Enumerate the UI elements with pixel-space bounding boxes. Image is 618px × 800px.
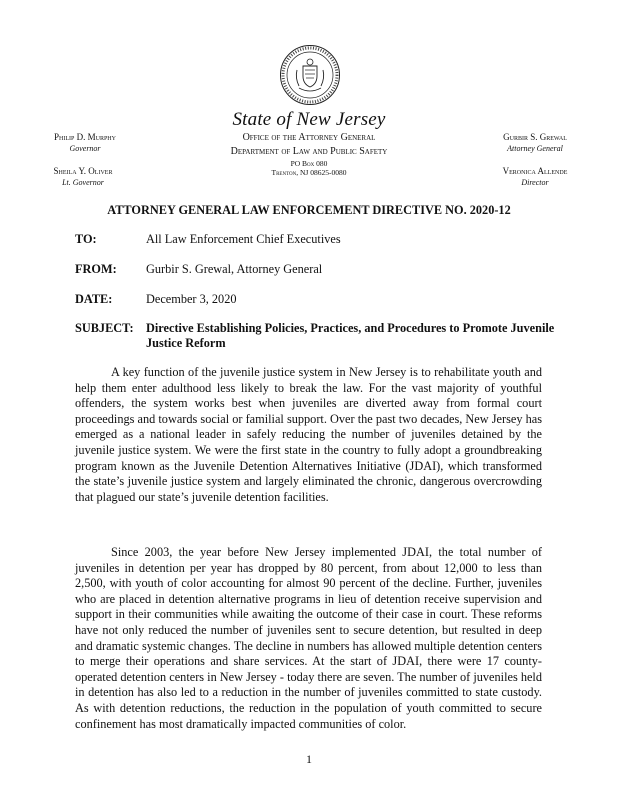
lt-governor-role: Lt. Governor: [62, 178, 104, 187]
date-value: December 3, 2020: [146, 292, 237, 306]
governor-role: Governor: [69, 144, 101, 153]
page-number: 1: [306, 752, 312, 766]
governor-block: [20, 132, 150, 154]
date-label: DATE:: [75, 292, 113, 306]
attorney-general-role: Attorney General: [507, 144, 563, 153]
attorney-general-block: [470, 132, 600, 154]
to-value: All Law Enforcement Chief Executives: [146, 232, 341, 246]
state-title: State of New Jersey: [232, 109, 386, 130]
office-name: Office of the Attorney General: [242, 132, 376, 143]
department-name: Department of Law and Public Safety: [230, 146, 388, 157]
attorney-general-name: Gurbir S. Grewal: [503, 132, 567, 142]
director-name: Veronica Allende: [502, 166, 568, 176]
body-paragraph-1: A key function of the juvenile justice system in New Jersey is to rehabilitate youth and help them enter adulthood less likely to break the law. For the vast majority of youthful offenders, the system works best when juveniles are diverted away from formal court proceedings and towards social or familial support. Over the past two decades, New Jersey has emerged as a national leader in safely reducing the number of juveniles detained by the juvenile justice system. We were the first state in the country to fully adopt a groundbreaking program known as the Juvenile Detention Alternatives Initiative (JDAI), which transformed the state’s juvenile justice system and largely eliminated the chronic, dangerous overcrowding that plagued our state’s juvenile detention facilities.: [75, 365, 542, 504]
director-role: Director: [521, 178, 549, 187]
subject-label: SUBJECT:: [75, 321, 134, 335]
to-label: TO:: [75, 232, 97, 246]
body-paragraph-2: Since 2003, the year before New Jersey implemented JDAI, the total number of juveniles in detention per year has dropped by 80 percent, from about 12,000 to less than 2,500, with youth of color accounting for almost 90 percent of the decline. Further, juveniles who are placed in detention alternative programs in lieu of detention receive supervision and support in their communities while awaiting the outcome of their case in court. These reforms have not only reduced the number of juveniles sent to secure detention, but resulted in deep and dramatic systemic changes. The decline in numbers has allowed multiple detention centers to merge their operations and share services. At the start of JDAI, there were 17 county-operated detention centers in New Jersey - today there are seven. The number of juveniles held in detention has also led to a reduction in the number of juveniles committed to state custody. As with detention reductions, the reduction in the population of youth committed to secure confinement has most dramatically impacted communities of color.: [75, 545, 542, 731]
lt-governor-name: Sheila Y. Oliver: [53, 166, 113, 176]
letterhead-center: [180, 131, 438, 177]
subject-value: Directive Establishing Policies, Practices, and Procedures to Promote Juvenile Justice Reform: [146, 321, 555, 350]
director-block: [470, 166, 600, 188]
directive-title: ATTORNEY GENERAL LAW ENFORCEMENT DIRECTIVE NO. 2020-12: [107, 203, 511, 217]
lt-governor-block: [18, 166, 148, 188]
governor-name: Philip D. Murphy: [54, 132, 116, 142]
city-address: Trenton, NJ 08625-0080: [271, 168, 347, 177]
from-value: Gurbir S. Grewal, Attorney General: [146, 262, 323, 276]
po-box: PO Box 080: [290, 159, 328, 168]
state-seal-icon: [279, 44, 341, 106]
from-label: FROM:: [75, 262, 117, 276]
